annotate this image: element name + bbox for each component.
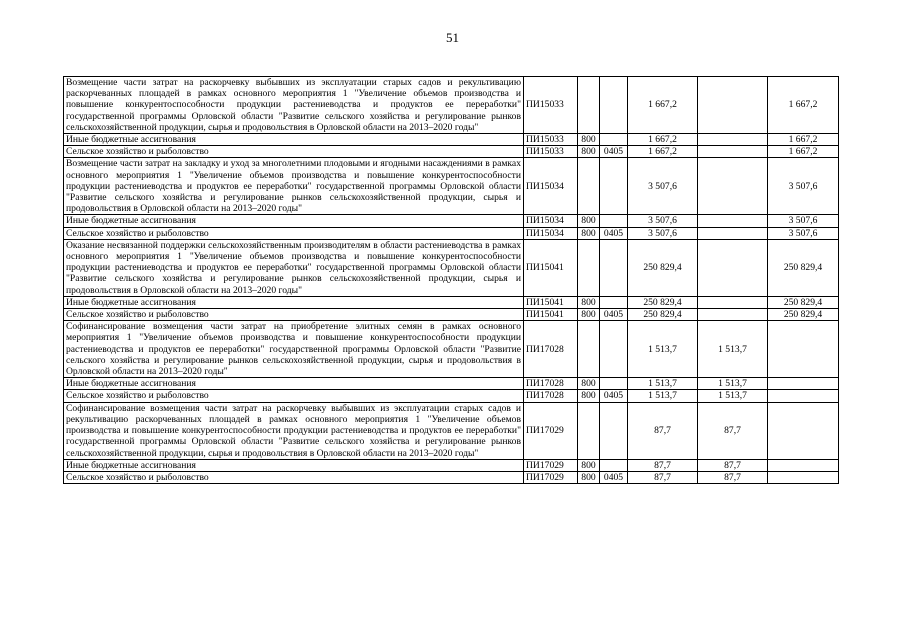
row-expense-type: 800 (578, 296, 600, 308)
row-description: Сельское хозяйство и рыболовство (64, 309, 524, 321)
row-target-code: ПИ17028 (524, 321, 578, 378)
row-section-code (600, 158, 628, 215)
table-row-sub (64, 227, 839, 239)
row-section-code (600, 378, 628, 390)
row-amount-total: 87,7 (628, 402, 698, 459)
row-expense-type: 800 (578, 146, 600, 158)
row-description: Иные бюджетные ассигнования (64, 296, 524, 308)
table-row-sub (64, 296, 839, 308)
table-row-sub (64, 146, 839, 158)
row-amount-column-3: 3 507,6 (768, 215, 839, 227)
row-amount-column-2 (698, 227, 768, 239)
budget-table (63, 76, 839, 484)
row-expense-type: 800 (578, 390, 600, 402)
row-amount-column-3 (768, 390, 839, 402)
row-section-code: 0405 (600, 146, 628, 158)
row-amount-column-2: 1 513,7 (698, 390, 768, 402)
row-amount-total: 1 513,7 (628, 321, 698, 378)
table-row-sub (64, 378, 839, 390)
row-amount-total: 250 829,4 (628, 309, 698, 321)
row-expense-type: 800 (578, 378, 600, 390)
row-section-code (600, 134, 628, 146)
row-amount-column-3 (768, 471, 839, 483)
row-amount-column-2: 87,7 (698, 459, 768, 471)
row-amount-total: 87,7 (628, 471, 698, 483)
row-amount-column-3: 250 829,4 (768, 309, 839, 321)
row-expense-type: 800 (578, 309, 600, 321)
row-amount-column-2 (698, 134, 768, 146)
row-amount-column-3 (768, 459, 839, 471)
row-target-code: ПИ17028 (524, 378, 578, 390)
row-amount-total: 1 667,2 (628, 146, 698, 158)
row-amount-column-2: 87,7 (698, 402, 768, 459)
row-description: Иные бюджетные ассигнования (64, 215, 524, 227)
row-amount-column-3 (768, 321, 839, 378)
row-section-code (600, 296, 628, 308)
row-section-code: 0405 (600, 309, 628, 321)
row-expense-type: 800 (578, 227, 600, 239)
row-description: Софинансирование возмещения части затрат на раскорчевку выбывших из эксплуатации старых садов и рекультивацию раскорчеванных площадей в рамках основного мероприятия 1 "Увеличение объемов производства и повышение конкурентоспособности продукции растениеводства и продуктов ее переработки" государственной программы Орловской области "Развитие сельского хозяйства и регулирование рынков сельскохозяйственной продукции, сырья и продовольствия в Орловской области на 2013–2020 годы" (64, 402, 524, 459)
row-amount-column-2 (698, 296, 768, 308)
row-target-code: ПИ15041 (524, 239, 578, 296)
row-amount-column-3 (768, 402, 839, 459)
row-expense-type: 800 (578, 215, 600, 227)
row-target-code: ПИ17029 (524, 471, 578, 483)
row-amount-column-3: 1 667,2 (768, 146, 839, 158)
table-row-sub (64, 390, 839, 402)
row-section-code: 0405 (600, 471, 628, 483)
row-amount-total: 250 829,4 (628, 239, 698, 296)
row-amount-column-2: 1 513,7 (698, 378, 768, 390)
row-expense-type: 800 (578, 471, 600, 483)
row-amount-total: 3 507,6 (628, 158, 698, 215)
row-expense-type (578, 321, 600, 378)
row-description: Сельское хозяйство и рыболовство (64, 471, 524, 483)
row-expense-type (578, 158, 600, 215)
row-amount-total: 1 667,2 (628, 134, 698, 146)
row-description: Оказание несвязанной поддержки сельскохозяйственным производителям в области растениеводства в рамках основного мероприятия 1 "Увеличение объемов производства и повышение конкурентоспособности продукции растениеводства и продуктов ее переработки" государственной программы Орловской области "Развитие сельского хозяйства и регулирование рынков сельскохозяйственной продукции, сырья и продовольствия в Орловской области на 2013–2020 годы" (64, 239, 524, 296)
table-row-measure (64, 402, 839, 459)
row-section-code: 0405 (600, 227, 628, 239)
row-description: Сельское хозяйство и рыболовство (64, 390, 524, 402)
row-amount-column-2 (698, 309, 768, 321)
table-row-sub (64, 309, 839, 321)
row-section-code (600, 321, 628, 378)
table-row-measure (64, 158, 839, 215)
table-row-sub (64, 471, 839, 483)
row-section-code (600, 239, 628, 296)
page-number: 51 (446, 30, 459, 45)
row-amount-column-3: 250 829,4 (768, 296, 839, 308)
row-amount-column-3: 1 667,2 (768, 134, 839, 146)
row-target-code: ПИ17028 (524, 390, 578, 402)
row-amount-column-2 (698, 77, 768, 134)
row-amount-column-3 (768, 378, 839, 390)
table-row-measure (64, 321, 839, 378)
table-row-sub (64, 134, 839, 146)
row-amount-total: 250 829,4 (628, 296, 698, 308)
table-row-sub (64, 215, 839, 227)
row-amount-column-2 (698, 146, 768, 158)
row-expense-type: 800 (578, 134, 600, 146)
row-target-code: ПИ15033 (524, 77, 578, 134)
row-amount-total: 1 513,7 (628, 390, 698, 402)
row-amount-total: 1 513,7 (628, 378, 698, 390)
row-amount-column-3: 3 507,6 (768, 158, 839, 215)
row-expense-type (578, 239, 600, 296)
row-description: Сельское хозяйство и рыболовство (64, 146, 524, 158)
row-target-code: ПИ15041 (524, 296, 578, 308)
row-amount-column-2 (698, 239, 768, 296)
row-target-code: ПИ15034 (524, 227, 578, 239)
row-amount-column-3: 3 507,6 (768, 227, 839, 239)
row-amount-column-2: 1 513,7 (698, 321, 768, 378)
row-section-code (600, 459, 628, 471)
row-amount-total: 1 667,2 (628, 77, 698, 134)
row-target-code: ПИ15033 (524, 134, 578, 146)
row-target-code: ПИ15033 (524, 146, 578, 158)
row-amount-column-2 (698, 158, 768, 215)
row-amount-total: 3 507,6 (628, 215, 698, 227)
row-amount-column-3: 250 829,4 (768, 239, 839, 296)
row-target-code: ПИ15034 (524, 215, 578, 227)
row-amount-total: 87,7 (628, 459, 698, 471)
row-amount-column-2: 87,7 (698, 471, 768, 483)
row-expense-type (578, 402, 600, 459)
row-description: Сельское хозяйство и рыболовство (64, 227, 524, 239)
row-description: Иные бюджетные ассигнования (64, 378, 524, 390)
row-description: Иные бюджетные ассигнования (64, 459, 524, 471)
row-description: Иные бюджетные ассигнования (64, 134, 524, 146)
row-description: Возмещение части затрат на раскорчевку выбывших из эксплуатации старых садов и рекультивацию раскорчеванных площадей в рамках основного мероприятия 1 "Увеличение объемов производства и повышение конкурентоспособности продукции растениеводства и продуктов ее переработки" государственной программы Орловской области "Развитие сельского хозяйства и регулирование рынков сельскохозяйственной продукции, сырья и продовольствия в Орловской области на 2013–2020 годы" (64, 77, 524, 134)
row-section-code (600, 402, 628, 459)
row-amount-total: 3 507,6 (628, 227, 698, 239)
row-amount-column-3: 1 667,2 (768, 77, 839, 134)
row-section-code (600, 77, 628, 134)
table-row-measure (64, 239, 839, 296)
row-target-code: ПИ17029 (524, 402, 578, 459)
row-amount-column-2 (698, 215, 768, 227)
row-section-code (600, 215, 628, 227)
table-row-measure (64, 77, 839, 134)
row-expense-type: 800 (578, 459, 600, 471)
row-target-code: ПИ15034 (524, 158, 578, 215)
row-target-code: ПИ17029 (524, 459, 578, 471)
row-expense-type (578, 77, 600, 134)
row-target-code: ПИ15041 (524, 309, 578, 321)
row-section-code: 0405 (600, 390, 628, 402)
row-description: Возмещение части затрат на закладку и уход за многолетними плодовыми и ягодными насаждениями в рамках основного мероприятия 1 "Увеличение объемов производства и повышение конкурентоспособности продукции растениеводства и продуктов ее переработки" государственной программы Орловской области "Развитие сельского хозяйства и регулирование рынков сельскохозяйственной продукции, сырья и продовольствия в Орловской области на 2013–2020 годы" (64, 158, 524, 215)
row-description: Софинансирование возмещения части затрат на приобретение элитных семян в рамках основного мероприятия 1 "Увеличение объемов производства и повышение конкурентоспособности продукции растениеводства и продуктов ее переработки" государственной программы Орловской области "Развитие сельского хозяйства и регулирование рынков сельскохозяйственной продукции, сырья и продовольствия в Орловской области на 2013–2020 годы" (64, 321, 524, 378)
table-row-sub (64, 459, 839, 471)
